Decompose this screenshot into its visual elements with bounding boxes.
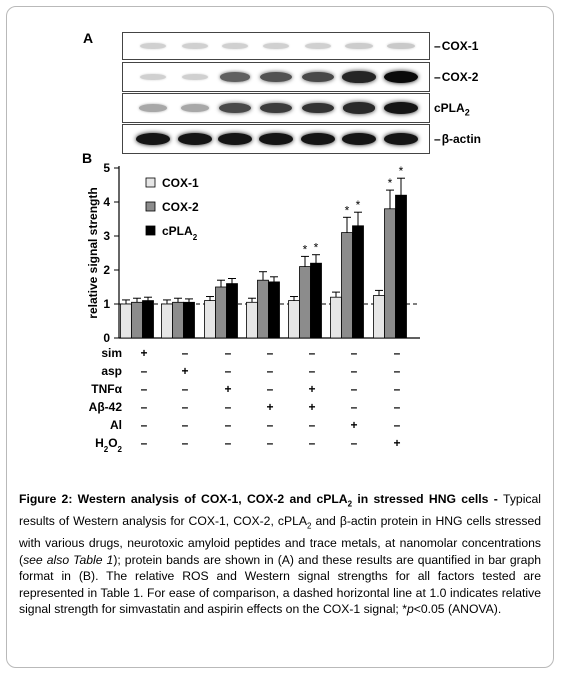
treatment-mark: –: [181, 436, 189, 450]
treatment-mark: –: [140, 418, 148, 432]
bar-cpla: [396, 195, 407, 338]
bar-cox-2: [216, 287, 227, 338]
treatment-mark: –: [140, 382, 148, 396]
treatment-mark: +: [308, 382, 316, 396]
treatment-mark: –: [181, 346, 189, 360]
bar-cox-1: [331, 297, 342, 338]
treatment-mark: –: [266, 364, 274, 378]
treatment-mark: +: [393, 436, 401, 450]
significance-marker: *: [398, 164, 404, 179]
treatment-mark: –: [393, 418, 401, 432]
treatment-mark: –: [224, 346, 232, 360]
treatment-mark: +: [308, 400, 316, 414]
treatment-mark: –: [266, 346, 274, 360]
treatment-mark: –: [181, 382, 189, 396]
legend-swatch: [146, 178, 155, 187]
treatment-label: TNFα: [91, 382, 122, 396]
treatment-mark: –: [181, 418, 189, 432]
treatment-label: Aβ-42: [88, 400, 122, 414]
bar-cox-1: [162, 304, 173, 338]
treatment-mark: –: [350, 346, 358, 360]
legend-label: cPLA$_2$: [162, 224, 198, 242]
treatment-mark: –: [224, 418, 232, 432]
bar-cpla: [353, 226, 364, 338]
treatment-mark: +: [266, 400, 274, 414]
bar-cox-1: [374, 296, 385, 339]
treatment-mark: –: [350, 364, 358, 378]
significance-marker: *: [344, 203, 350, 218]
legend-label: COX-1: [162, 176, 199, 190]
significance-marker: *: [355, 198, 361, 213]
blot-label-cox2: –COX-2: [434, 70, 479, 84]
treatment-mark: –: [308, 436, 316, 450]
significance-marker: *: [313, 240, 319, 255]
blot-label-cpla2: cPLA$_2$: [434, 101, 470, 118]
legend-label: COX-2: [162, 200, 199, 214]
treatment-mark: –: [266, 418, 274, 432]
treatment-mark: –: [140, 400, 148, 414]
y-axis-label: relative signal strength: [86, 187, 100, 319]
treatment-mark: –: [350, 400, 358, 414]
figure-caption: [19, 491, 541, 618]
bar-cpla: [311, 263, 322, 338]
treatment-mark: –: [140, 436, 148, 450]
treatment-label: $H_2O_2$: [95, 436, 122, 454]
y-tick-label: 3: [103, 229, 110, 243]
treatment-mark: –: [140, 364, 148, 378]
treatment-mark: –: [308, 364, 316, 378]
treatment-mark: –: [393, 364, 401, 378]
bar-cox-1: [289, 301, 300, 338]
bar-cox-2: [173, 302, 184, 338]
bar-cox-1: [121, 304, 132, 338]
legend-swatch: [146, 202, 155, 211]
blot-label-bactin: –β-actin: [434, 132, 482, 146]
caption-body: Typical results of Western analysis for COX-1, COX-2, cPLA$_2$ and β-actin protein in HNG cells stressed with various drugs, neurotoxic amyloid peptides and trace metals, at nanomolar concentrations (see also Table 1); protein bands are shown in (A) and these results are quantified in bar graph format in (B). The relative ROS and Western signal strengths for all factors tested are represented in Table 1. For ease of comparison, a dashed horizontal line at 1.0 indicates relative signal strength for simvastatin and aspirin effects on the COX-1 signal; *p<0.05 (ANOVA).: [19, 492, 542, 617]
bar-cox-1: [205, 301, 216, 338]
bar-cox-2: [258, 280, 269, 338]
treatment-mark: –: [266, 436, 274, 450]
treatment-label: asp: [101, 364, 122, 378]
bar-cox-2: [132, 302, 143, 338]
blot-label-cox1: –COX-1: [434, 39, 479, 53]
treatment-mark: +: [224, 382, 232, 396]
treatment-mark: –: [308, 346, 316, 360]
treatment-mark: –: [266, 382, 274, 396]
significance-marker: *: [387, 176, 393, 191]
treatment-mark: –: [308, 418, 316, 432]
bar-cpla: [184, 302, 195, 338]
legend-swatch: [146, 226, 155, 235]
bar-cox-1: [247, 302, 258, 338]
bar-cox-2: [300, 267, 311, 338]
panel-label-a: A: [83, 30, 94, 46]
treatment-mark: –: [350, 436, 358, 450]
treatment-mark: –: [224, 436, 232, 450]
y-tick-label: 2: [103, 263, 110, 277]
caption-title: Figure 2: Western analysis of COX-1, COX-2 and cPLA$_2$ in stressed HNG cells -: [19, 492, 504, 509]
bar-cox-2: [342, 233, 353, 338]
y-tick-label: 5: [103, 161, 110, 175]
bar-cpla: [143, 301, 154, 338]
treatment-mark: –: [393, 346, 401, 360]
y-tick-label: 1: [103, 297, 110, 311]
treatment-mark: –: [224, 400, 232, 414]
y-tick-label: 4: [103, 195, 110, 209]
treatment-mark: –: [393, 400, 401, 414]
treatment-label: Al: [110, 418, 122, 432]
treatment-label: sim: [101, 346, 122, 360]
treatment-mark: –: [393, 382, 401, 396]
treatment-mark: +: [181, 364, 189, 378]
treatment-mark: –: [181, 400, 189, 414]
bar-cpla: [227, 284, 238, 338]
panel-label-b: B: [82, 150, 93, 166]
treatment-mark: +: [140, 346, 148, 360]
treatment-mark: –: [350, 382, 358, 396]
bar-cpla: [269, 282, 280, 338]
y-tick-label: 0: [103, 331, 110, 345]
bar-cox-2: [385, 209, 396, 338]
treatment-mark: +: [350, 418, 358, 432]
treatment-mark: –: [224, 364, 232, 378]
significance-marker: *: [302, 242, 308, 257]
